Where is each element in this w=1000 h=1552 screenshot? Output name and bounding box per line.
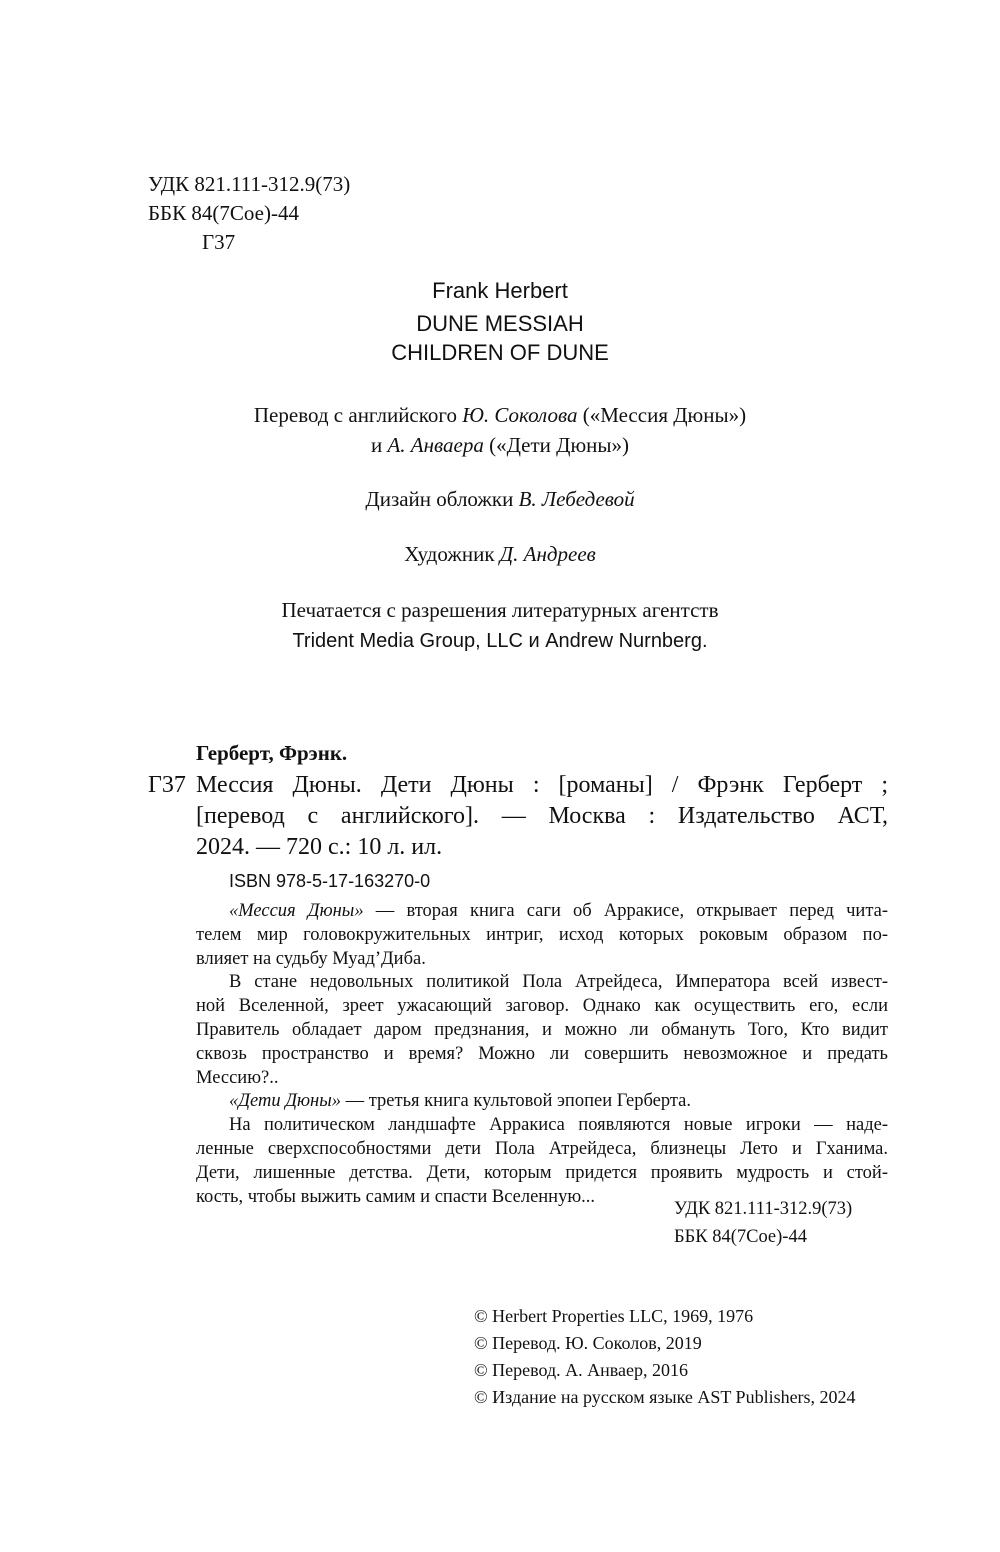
annotation-p2-line-1: В стане недовольных политикой Пола Атрейдеса, Императора всей извест-	[229, 972, 888, 993]
annotation-p2-line-2: ной Вселенной, зреет ужасающий заговор. Однако как осуществить его, если	[196, 996, 888, 1017]
copyright-line: © Издание на русском языке AST Publishers, 2024	[474, 1387, 856, 1407]
top-author-mark: Г37	[202, 230, 236, 254]
artist-credit	[0, 539, 1000, 570]
biblio-description	[196, 770, 888, 863]
annotation-title-2: «Дети Дюны»	[229, 1091, 341, 1112]
bottom-udk-code: УДК 821.111-312.9(73)	[674, 1199, 853, 1219]
permission-line-1: Печатается с разрешения литературных агентств	[281, 598, 719, 622]
cover-designer: В. Лебедевой	[518, 487, 635, 511]
annotation	[196, 900, 888, 1209]
original-title-1: DUNE MESSIAH	[416, 311, 584, 336]
copyright-line: © Перевод. Ю. Соколов, 2019	[474, 1333, 702, 1353]
translator-1: Ю. Соколова	[462, 403, 578, 427]
copyright-line: © Перевод. А. Анваер, 2016	[474, 1360, 689, 1380]
biblio-author-mark: Г37	[148, 772, 186, 798]
annotation-title-1: «Мессия Дюны»	[229, 901, 364, 921]
annotation-p1-line-1: «Мессия Дюны» — вторая книга саги об Арракисе, открывает перед чита-	[229, 901, 888, 921]
biblio-line-2: [перевод с английского]. — Москва : Издательство АСТ,	[196, 803, 888, 829]
copyright-line: © Herbert Properties LLC, 1969, 1976	[474, 1306, 754, 1326]
translator-2: А. Анваера	[387, 433, 484, 457]
top-classification-codes	[148, 170, 350, 257]
annotation-p4-line-2: ленные сверхспособностями дети Пола Атрейдеса, близнецы Лето и Гханима.	[196, 1138, 888, 1159]
permission-line-2: Trident Media Group, LLC и Andrew Nurnberg.	[292, 630, 708, 652]
translation-line1-suffix: («Мессия Дюны»)	[577, 403, 747, 427]
annotation-p2-line-5: Мессию?..	[196, 1067, 279, 1088]
copyright-block	[474, 1303, 856, 1411]
top-bbk-code: ББК 84(7Сое)-44	[148, 201, 299, 225]
cover-prefix: Дизайн обложки	[365, 487, 519, 511]
translation-prefix: Перевод с английского	[253, 403, 463, 427]
translation-line2-prefix: и	[370, 433, 388, 457]
annotation-p2-line-3: Правитель обладает даром предзнания, и можно ли обмануть Того, Кто видит	[196, 1019, 888, 1040]
annotation-p4-line-4: кость, чтобы выжить самим и спасти Вселенную...	[196, 1186, 596, 1207]
translation-credit-line-2	[0, 430, 1000, 461]
original-author: Frank Herbert	[432, 278, 568, 303]
annotation-p4-line-3: Дети, лишенные детства. Дети, которым придется проявить мудрость и стой-	[196, 1162, 888, 1183]
annotation-p3-line-1: «Дети Дюны» — третья книга культовой эпопеи Герберта.	[229, 1091, 692, 1112]
cover-design-credit	[0, 484, 1000, 515]
bottom-classification-codes	[674, 1195, 852, 1251]
translation-credit-line-1	[0, 400, 1000, 431]
original-title-2: CHILDREN OF DUNE	[391, 340, 609, 365]
biblio-line-1: Мессия Дюны. Дети Дюны : [романы] / Фрэнк Герберт ;	[196, 772, 888, 798]
annotation-p1-line-2: телем мир головокружительных интриг, исход которых роковым образом по-	[196, 924, 888, 945]
artist-prefix: Художник	[404, 542, 500, 566]
annotation-p4-line-1: На политическом ландшафте Арракиса появляются новые игроки — наде-	[229, 1115, 888, 1136]
annotation-p1-line-3: влияет на судьбу Муад’Диба.	[196, 948, 426, 969]
biblio-line-3: 2024. — 720 с.: 10 л. ил.	[196, 834, 443, 860]
artist-name: Д. Андреев	[499, 542, 596, 566]
isbn: ISBN 978-5-17-163270-0	[229, 871, 431, 891]
translation-line2-suffix: («Дети Дюны»)	[483, 433, 630, 457]
annotation-p2-line-4: сквозь пространство и время? Можно ли совершить невозможное и предать	[196, 1043, 888, 1064]
biblio-author-heading: Герберт, Фрэнк.	[196, 741, 348, 765]
bottom-bbk-code: ББК 84(7Сое)-44	[674, 1227, 807, 1247]
top-udk-code: УДК 821.111-312.9(73)	[148, 172, 351, 196]
